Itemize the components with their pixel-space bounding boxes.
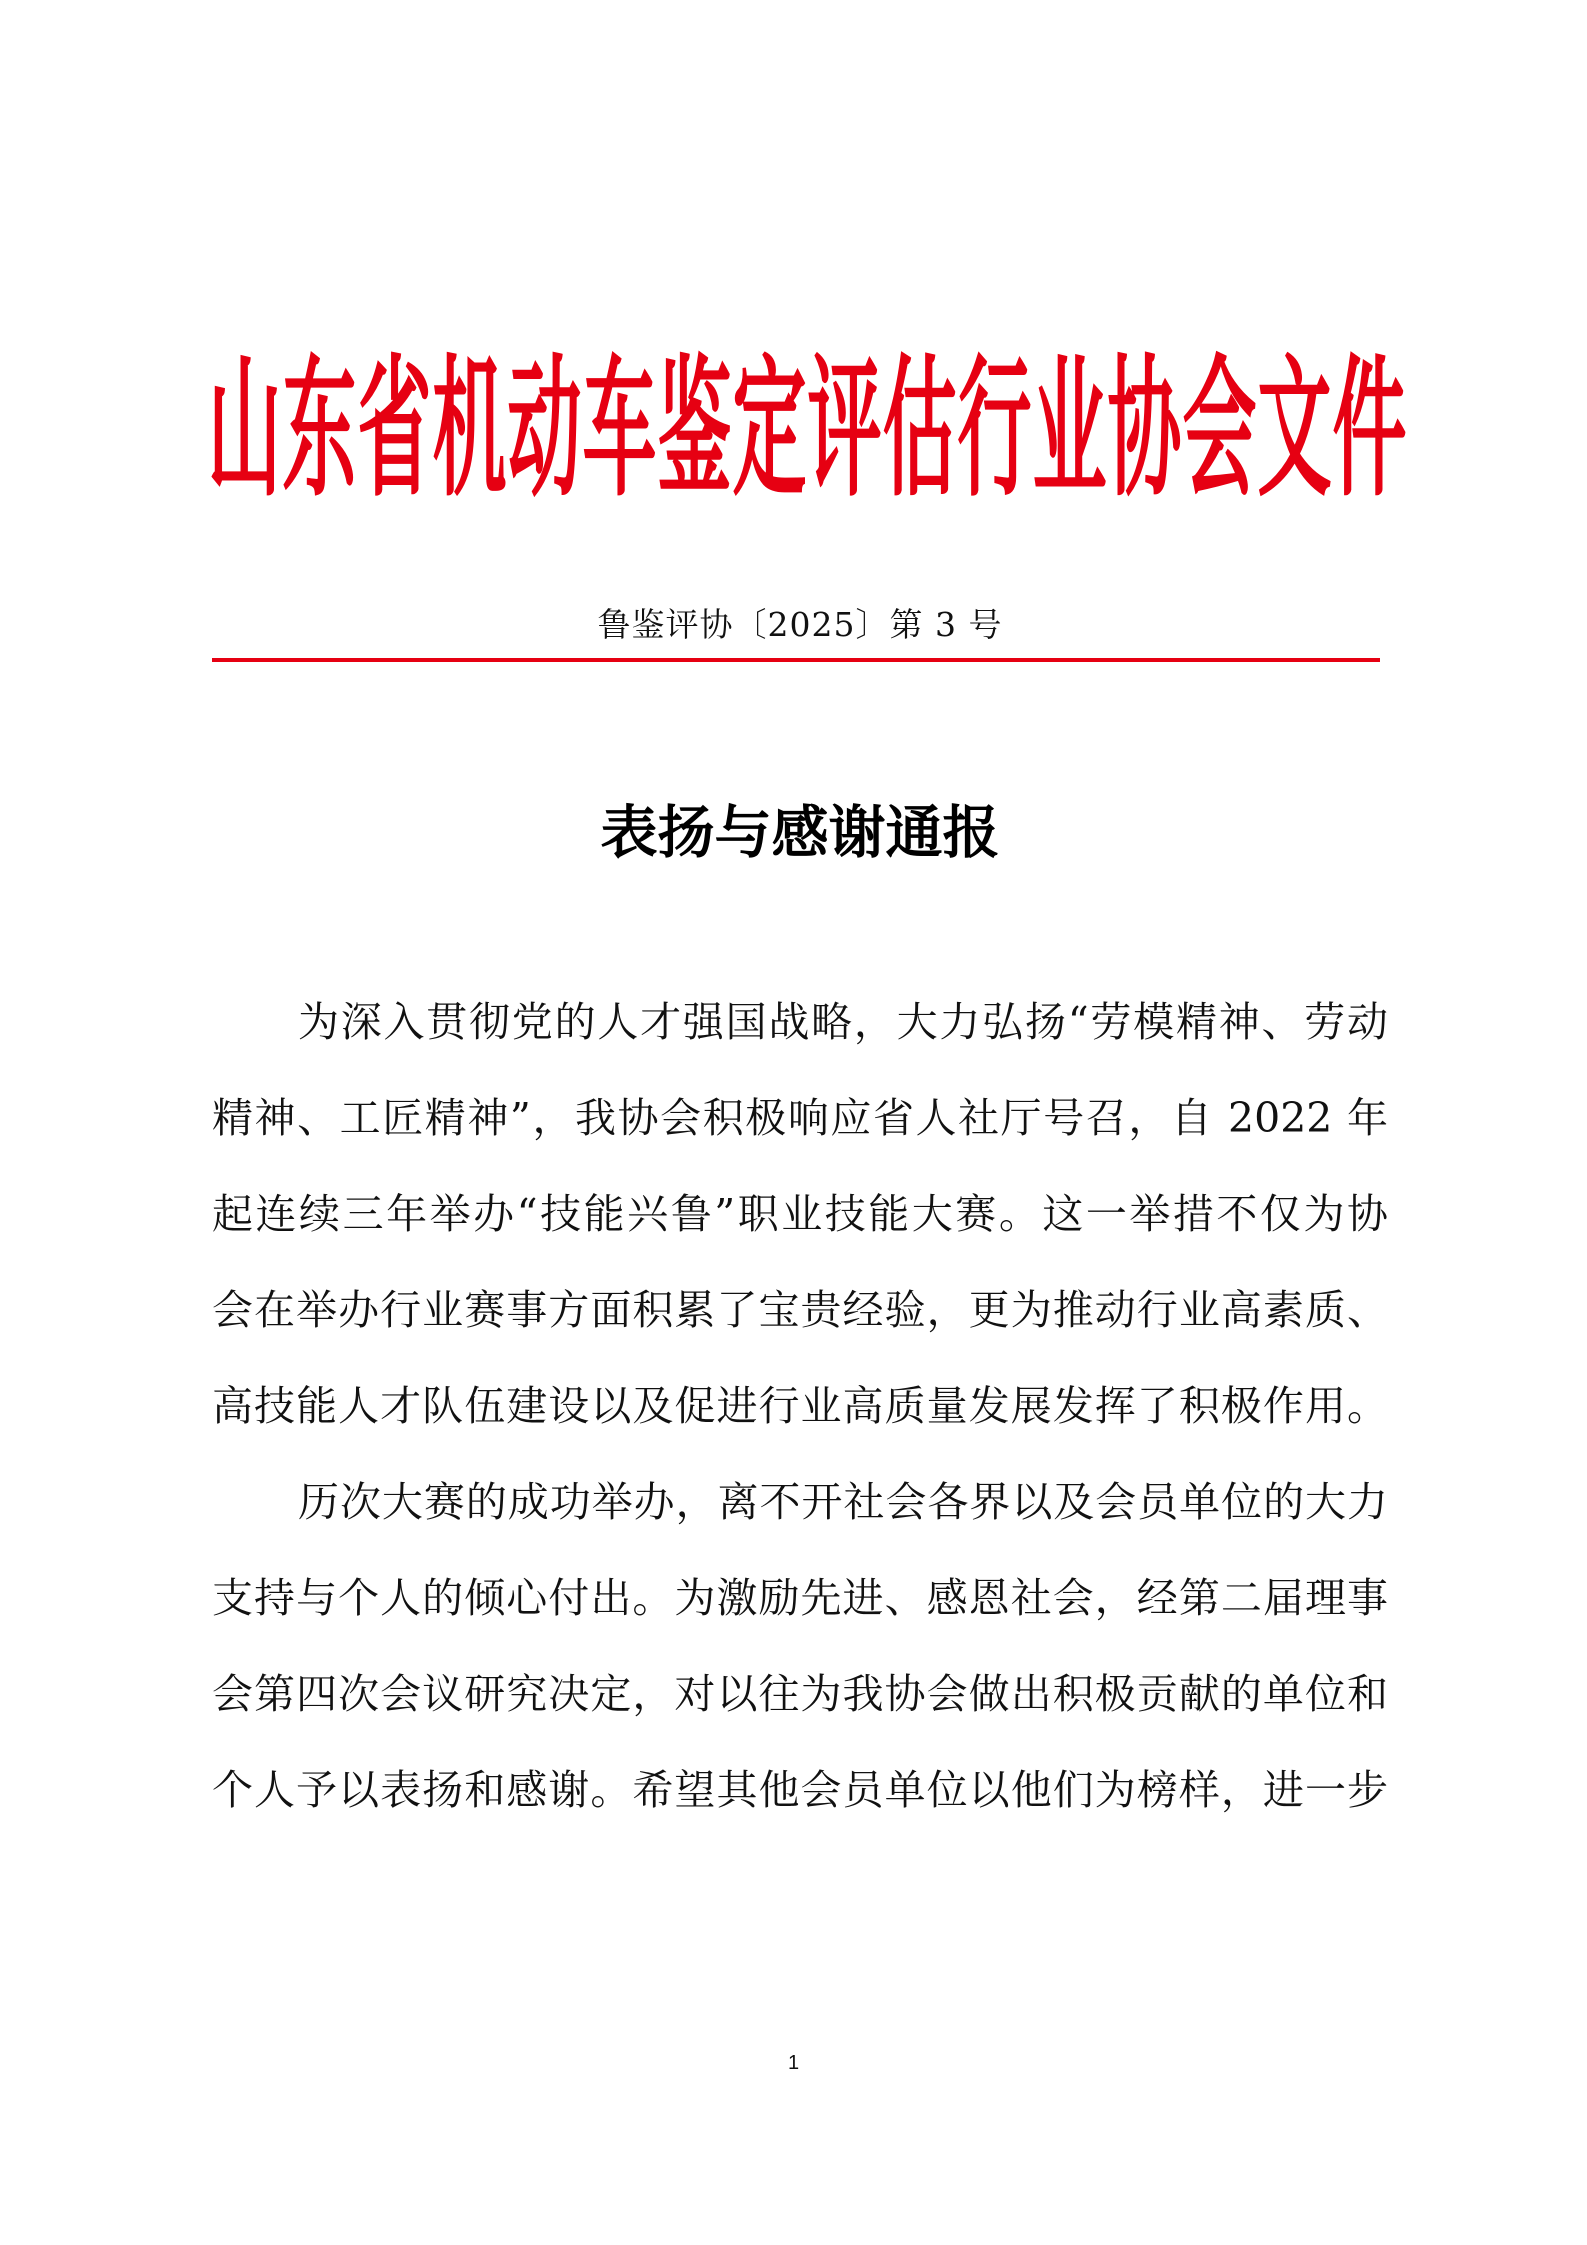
org-letterhead bbox=[200, 347, 1415, 517]
document-title: 表扬与感谢通报 bbox=[600, 799, 1000, 866]
body-line: 高技能人才队伍建设以及促进行业高质量发展发挥了积极作用。 bbox=[212, 1382, 1388, 1430]
letterhead-divider bbox=[212, 658, 1380, 662]
body-line: 起连续三年举办“技能兴鲁”职业技能大赛。这一举措不仅为协 bbox=[212, 1190, 1388, 1238]
body-line: 支持与个人的倾心付出。为激励先进、感恩社会，经第二届理事 bbox=[212, 1574, 1388, 1622]
body-line: 历次大赛的成功举办，离不开社会各界以及会员单位的大力 bbox=[298, 1478, 1388, 1526]
body-line: 个人予以表扬和感谢。希望其他会员单位以他们为榜样，进一步 bbox=[212, 1766, 1388, 1814]
org-letterhead-title: 山东省机动车鉴定评估行业协会文件 bbox=[207, 347, 1408, 517]
page-number: 1 bbox=[787, 2052, 800, 2074]
paragraph-1 bbox=[212, 974, 1388, 1454]
document-number: 鲁鉴评协〔2025〕第 3 号 bbox=[597, 605, 1003, 644]
body-line: 会第四次会议研究决定，对以往为我协会做出积极贡献的单位和 bbox=[212, 1670, 1388, 1718]
body-line: 精神、工匠精神”，我协会积极响应省人社厅号召，自 2022 年 bbox=[212, 1094, 1388, 1142]
paragraph-2 bbox=[212, 1454, 1388, 1838]
document-body bbox=[212, 974, 1388, 1838]
body-line: 为深入贯彻党的人才强国战略，大力弘扬“劳模精神、劳动 bbox=[298, 998, 1388, 1046]
body-line: 会在举办行业赛事方面积累了宝贵经验，更为推动行业高素质、 bbox=[212, 1286, 1388, 1334]
